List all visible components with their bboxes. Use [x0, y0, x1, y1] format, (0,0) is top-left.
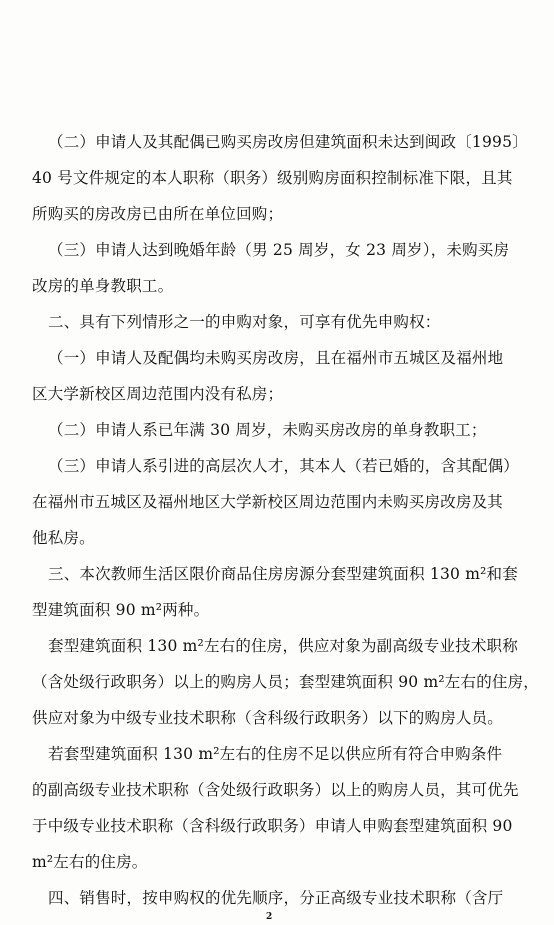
page-number: 2	[266, 912, 273, 922]
text-line-22: 四、销售时，按申购权的优先顺序，分正高级专业技术职称（含厅	[48, 889, 504, 907]
text-line-20: 于中级专业技术职称（含科级行政职务）申请人申购套型建筑面积 90	[32, 817, 513, 835]
text-line-17: 供应对象为中级专业技术职称（含科级行政职务）以下的购房人员。	[32, 709, 504, 727]
text-line-11: 在福州市五城区及福州地区大学新校区周边范围内未购买房改房及其	[32, 493, 504, 511]
text-line-4: （三）申请人达到晚婚年龄（男 25 周岁，女 23 周岁），未购买房	[48, 241, 510, 259]
text-line-21: m²左右的住房。	[32, 853, 148, 871]
text-line-15: 套型建筑面积 130 m²左右的住房，供应对象为副高级专业技术职称	[48, 637, 518, 655]
text-line-9: （二）申请人系已年满 30 周岁，未购买房改房的单身教职工；	[48, 421, 487, 439]
text-line-18: 若套型建筑面积 130 m²左右的住房不足以供应所有符合申购条件	[48, 745, 503, 763]
text-line-1: （二）申请人及其配偶已购买房改房但建筑面积未达到闽政〔1995〕	[48, 133, 528, 151]
text-line-8: 区大学新校区周边范围内没有私房；	[32, 385, 284, 403]
text-line-12: 他私房。	[32, 529, 95, 547]
text-line-14: 型建筑面积 90 m²两种。	[32, 601, 210, 619]
text-line-5: 改房的单身教职工。	[32, 277, 174, 295]
text-line-2: 40 号文件规定的本人职称（职务）级别购房面积控制标准下限，且其	[32, 169, 513, 187]
text-line-10: （三）申请人系引进的高层次人才，其本人（若已婚的，含其配偶）	[48, 457, 520, 475]
text-line-16: （含处级行政职务）以上的购房人员；套型建筑面积 90 m²左右的住房，	[32, 673, 539, 691]
text-line-6: 二、具有下列情形之一的申购对象，可享有优先申购权：	[48, 313, 441, 331]
text-line-7: （一）申请人及配偶均未购买房改房，且在福州市五城区及福州地	[48, 349, 504, 367]
text-line-3: 所购买的房改房已由所在单位回购；	[32, 205, 284, 223]
text-line-13: 三、本次教师生活区限价商品住房房源分套型建筑面积 130 m²和套	[48, 565, 518, 583]
text-line-19: 的副高级专业技术职称（含处级行政职务）以上的购房人员，其可优先	[32, 781, 519, 799]
